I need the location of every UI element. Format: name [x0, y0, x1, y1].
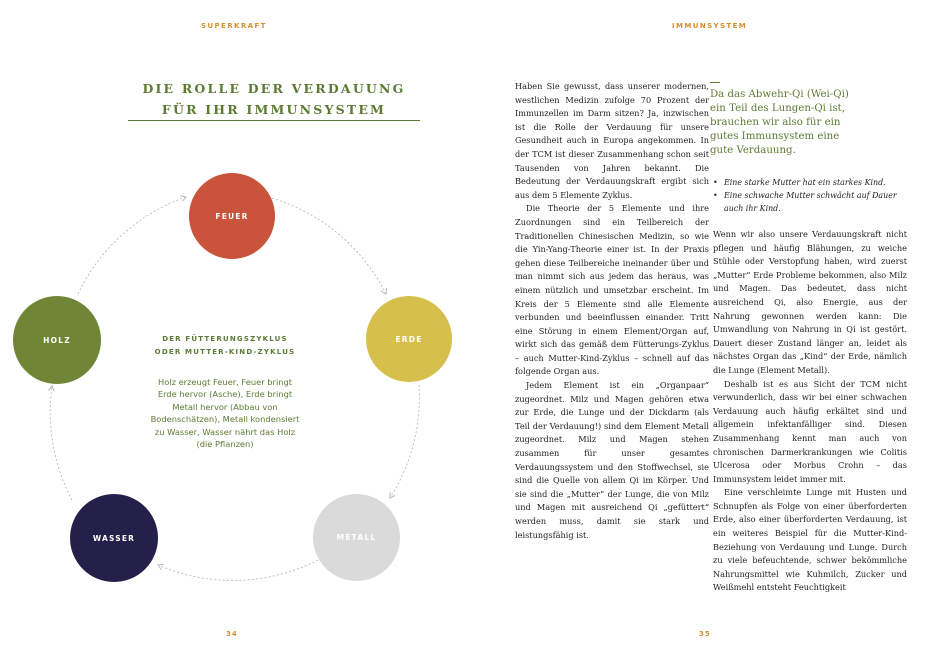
- page-number-left: 34: [226, 630, 238, 638]
- element-metall: [313, 494, 400, 581]
- pull-quote: Da das Abwehr-Qi (Wei-Qi) ein Teil des Lungen-Qi ist, brauchen wir also für ein gutes Immunsystem eine gute Verdauung.: [710, 89, 849, 156]
- paragraph: Jedem Element ist ein „Organpaar“ zugeordnet. Milz und Magen gehören etwa zur Erde, die Lunge und der Dickdarm (als Teil der Verdauung!) sind dem Element Metall zugeordnet. Milz und Magen stehen zusammen für unser gesamtes Verdauungssystem und den Stoffwechsel, sie sind die Quelle von allem Qi im Körper. Und sie sind die „Mutter“ der Lunge, die von Milz und Magen mit ausreichend Qi „gefüttert“ werden muss, damit sie stark und leistungsfähig ist.: [515, 380, 709, 540]
- element-holz-label: HOLZ: [43, 335, 71, 345]
- element-erde: [366, 296, 452, 382]
- cycle-arrow-metall-wasser: [158, 560, 318, 580]
- element-feuer: [189, 173, 275, 259]
- page-number-right: 35: [699, 630, 711, 638]
- cycle-arrow-feuer-erde: [268, 197, 386, 294]
- running-head-left: SUPERKRAFT: [201, 22, 267, 30]
- left-page: [0, 0, 467, 666]
- element-erde-label: ERDE: [395, 334, 423, 344]
- element-wasser-label: WASSER: [92, 533, 136, 543]
- text-column-2: [713, 228, 907, 595]
- text-column-1: [515, 80, 709, 542]
- right-page: [467, 0, 935, 666]
- element-holz: [13, 296, 101, 384]
- bullet-item: • Eine starke Mutter hat ein starkes Kind.: [713, 176, 913, 189]
- paragraph: Wenn wir also unsere Verdauungskraft nicht pflegen und häufig Blähungen, zu weiche Stühle oder Verstopfung haben, wird zuerst „Mutter“ Erde Probleme bekommen, also Milz und Magen. Das bedeutet, dass nicht ausreichend Qi, also Energie, aus der Nahrung gewonnen werden kann: Die Umwandlung von Nahrung in Qi ist gestört. Dauert dieser Zustand länger an, leidet als nächstes Organ das „Kind“ der Erde, nämlich die Lunge (Element Metall).: [713, 229, 907, 375]
- paragraph: Deshalb ist es aus Sicht der TCM nicht verwunderlich, dass wir bei einer schwachen Verdauung auch häufig erkältet sind und allgemein infektanfälliger sind. Diesen Zusammenhang kennt man auch von chronischen Darmerkrankungen wie Colitis Ulcerosa oder Morbus Crohn – das Immunsystem leidet immer mit.: [713, 378, 907, 484]
- cycle-arrow-erde-metall: [390, 385, 419, 498]
- cycle-description: Holz erzeugt Feuer, Feuer bringt Erde hervor (Asche), Erde bringt Metall hervor (Abbau von Bodenschätzen), Metall kondensiert zu Wasser, Wasser nährt das Holz (die Pflanzen): [150, 377, 300, 450]
- paragraph: Die Theorie der 5 Elemente und ihre Zuordnungen sind ein Teilbereich der Traditionellen Chinesischen Medizin, so wie die Yin-Yang-Theorie einer ist. In der Praxis gehen diese Teilbereiche ineinander über und man nimmt sich aus jedem das heraus, was einem nützlich und umsetzbar erscheint. Im Kreis der 5 Elemente sind alle Elemente verbunden und beeinflussen einander. Tritt eine Störung in einem Element/Organ auf, wirkt sich das gemäß dem Fütterungs-Zyklus – auch Mutter-Kind-Zyklus – schnell auf das folgende Organ aus.: [515, 203, 709, 377]
- paragraph: Eine verschleimte Lunge mit Husten und Schnupfen als Folge von einer überforderten Erde, also einer überforderten Verdauung, ist ein weiteres Beispiel für die Mutter-Kind-Beziehung von Verdauung und Lunge. Durch zu viele befeuchtende, schwer bekömmliche Nahrungsmittel wie Kuhmilch, Zucker und Weißmehl entsteht Feuchtigkeit: [713, 487, 907, 593]
- cycle-heading: [150, 333, 300, 359]
- page-title-line2: FÜR IHR IMMUNSYSTEM: [161, 102, 387, 117]
- paragraph: Haben Sie gewusst, dass unserer modernen, westlichen Medizin zufolge 70 Prozent der Immunzellen im Darm sitzen? Ja, inzwischen ist die Rolle der Verdauung für unsere Gesundheit auch in Europa angekommen. In der TCM ist dieser Zusammenhang schon seit Tausenden von Jahren bekannt. Die Bedeutung der Verdauungskraft ergibt sich aus dem 5 Elemente Zyklus.: [515, 81, 709, 200]
- page-title-line1: DIE ROLLE DER VERDAUUNG: [142, 81, 406, 96]
- cycle-arrow-wasser-holz: [50, 386, 72, 500]
- pull-quote-dash: [710, 82, 720, 83]
- running-head-right: IMMUNSYSTEM: [672, 22, 748, 30]
- bullet-item: • Eine schwache Mutter schwächt auf Dauer auch ihr Kind.: [713, 189, 913, 215]
- element-feuer-label: FEUER: [215, 211, 249, 221]
- cycle-heading-line2: ODER MUTTER-KIND-ZYKLUS: [154, 348, 296, 356]
- bullet-list: [713, 176, 913, 215]
- element-metall-label: METALL: [336, 533, 377, 542]
- element-wasser: [70, 494, 158, 582]
- cycle-arrow-holz-feuer: [78, 197, 186, 294]
- cycle-heading-line1: DER FÜTTERUNGSZYKLUS: [162, 335, 288, 343]
